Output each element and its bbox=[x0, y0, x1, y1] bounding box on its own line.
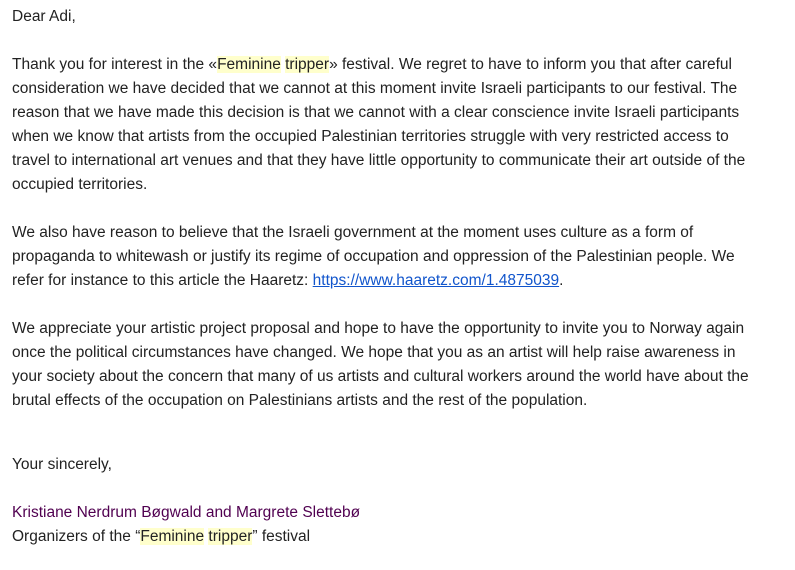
highlight-feminine: Feminine bbox=[140, 528, 205, 545]
text: Organizers of the “ bbox=[12, 528, 141, 545]
paragraph-line: consideration we have decided that we cannot at this moment invite Israeli participants to our festival. The bbox=[12, 80, 738, 97]
highlight-feminine: Feminine bbox=[217, 56, 281, 73]
signature-role bbox=[12, 525, 783, 549]
paragraph-propaganda bbox=[12, 221, 783, 293]
text: » festival. We regret to have to inform you that after careful bbox=[329, 56, 732, 73]
spacer bbox=[12, 293, 783, 317]
text: refer for instance to this article the Haaretz: bbox=[12, 272, 313, 289]
highlight-tripper: tripper bbox=[285, 56, 330, 73]
paragraph-line: your society about the concern that many of us artists and cultural workers around the world have about the bbox=[12, 368, 749, 385]
spacer bbox=[12, 477, 783, 501]
highlight-tripper: tripper bbox=[208, 528, 253, 545]
paragraph-appreciation bbox=[12, 317, 783, 413]
closing: Your sincerely, bbox=[12, 456, 112, 473]
haaretz-article-link[interactable]: https://www.haaretz.com/1.4875039 bbox=[312, 272, 560, 289]
paragraph-line: We also have reason to believe that the Israeli government at the moment uses culture as a form of bbox=[12, 224, 694, 241]
paragraph-line bbox=[12, 269, 783, 293]
paragraph-rejection bbox=[12, 53, 783, 197]
text: ” festival bbox=[252, 528, 311, 545]
greeting: Dear Adi, bbox=[12, 8, 76, 25]
paragraph-line: once the political circumstances have changed. We hope that you as an artist will help raise awareness in bbox=[12, 344, 736, 361]
paragraph-line: travel to international art venues and that they have little opportunity to communicate their art outside of the bbox=[12, 152, 746, 169]
paragraph-line: propaganda to whitewash or justify its regime of occupation and oppression of the Palestinian people. We bbox=[12, 248, 735, 265]
paragraph-line: occupied territories. bbox=[12, 176, 148, 193]
paragraph-line: when we know that artists from the occupied Palestinian territories struggle with very restricted access to bbox=[12, 128, 729, 145]
spacer bbox=[12, 29, 783, 53]
paragraph-line: We appreciate your artistic project proposal and hope to have the opportunity to invite you to Norway again bbox=[12, 320, 745, 337]
paragraph-line: reason that we have made this decision is that we cannot with a clear conscience invite Israeli participants bbox=[12, 104, 740, 121]
spacer bbox=[12, 413, 783, 453]
text: . bbox=[559, 272, 564, 289]
text: Thank you for interest in the « bbox=[12, 56, 218, 73]
spacer bbox=[12, 197, 783, 221]
signature bbox=[12, 501, 783, 549]
paragraph-line: brutal effects of the occupation on Palestinians artists and the rest of the population. bbox=[12, 392, 588, 409]
paragraph-line bbox=[12, 53, 783, 77]
signature-names: Kristiane Nerdrum Bøgwald and Margrete Slettebø bbox=[12, 504, 361, 521]
